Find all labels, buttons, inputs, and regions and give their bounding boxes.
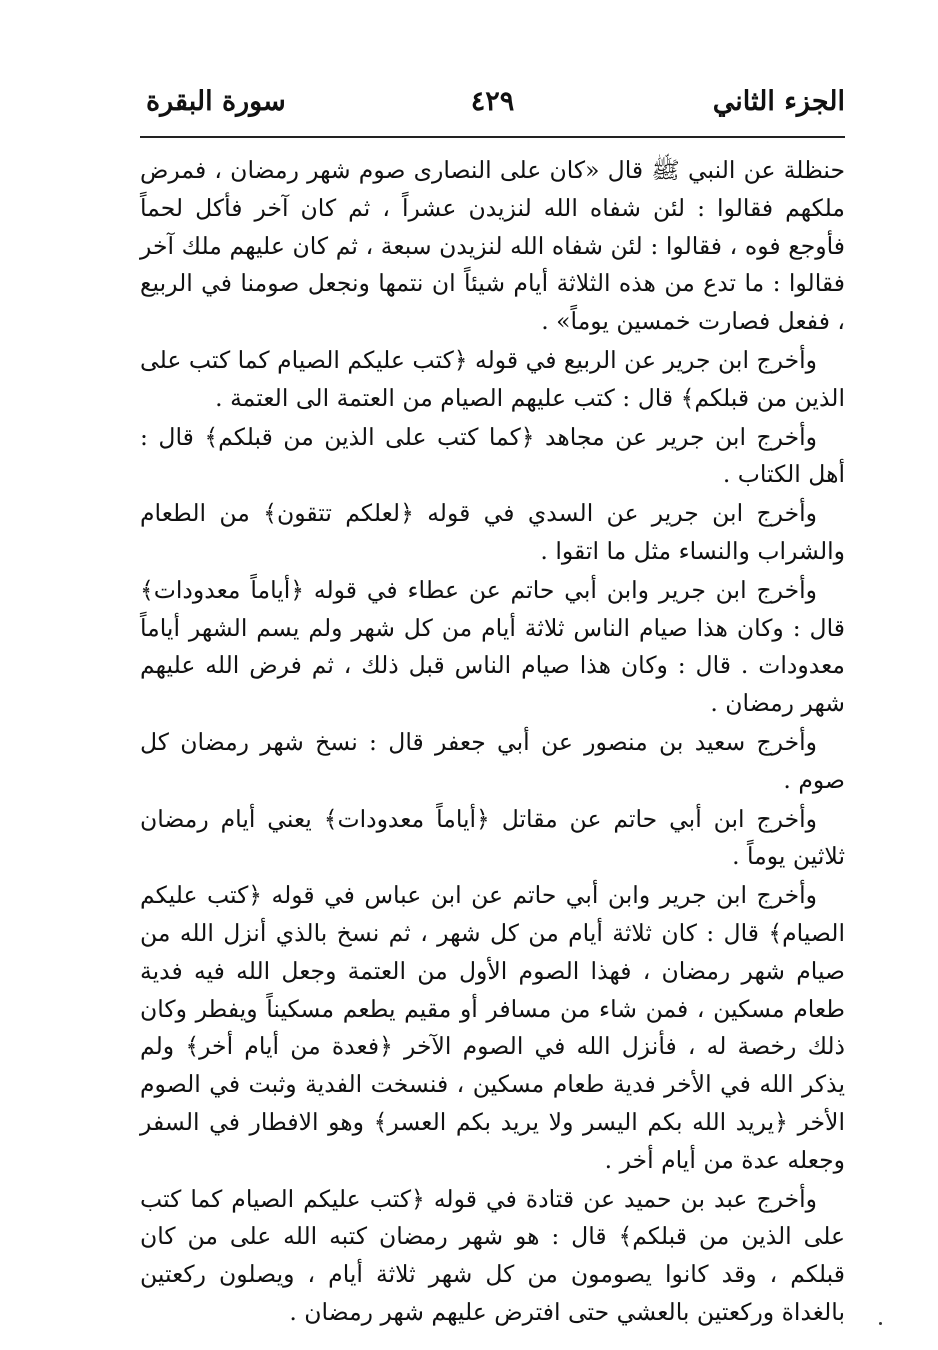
paragraph: حنظلة عن النبي ﷺ قال «كان على النصارى صوم شهر رمضان ، فمرض ملكهم فقالوا : لئن شفاه الله لنزيدن عشراً ، ثم كان آخر فأكل لحماً فأوجع فوه ، فقالوا : لئن شفاه الله لنزيدن سبعة ، ثم كان عليهم ملك آخر فقالوا : ما تدع من هذه الثلاثة أيام شيئاً ان نتمها ونجعل صومنا في الربيع ، ففعل فصارت خمسين يوماً» . — [140, 156, 845, 336]
paragraph: وأخرج ابن جرير وابن أبي حاتم عن عطاء في قوله ﴿أياماً معدودات﴾ قال : وكان هذا صيام الناس ثلاثة أيام من كل شهر ولم يسم الشهر أياماً معدودات . قال : وكان هذا صيام الناس قبل ذلك ، ثم فرض الله عليهم شهر رمضان . — [140, 575, 845, 718]
surah-title: سورة البقرة — [146, 86, 286, 117]
book-page — [140, 78, 845, 1332]
header-rule — [140, 136, 845, 138]
part-title: الجزء الثاني — [712, 86, 845, 117]
paragraph: وأخرج ابن أبي حاتم عن مقاتل ﴿أياماً معدودات﴾ يعني أيام رمضان ثلاثين يوماً . — [140, 804, 845, 871]
paragraph: وأخرج عبد بن حميد عن قتادة في قوله ﴿كتب عليكم الصيام كما كتب على الذين من قبلكم﴾ قال : هو شهر رمضان كتبه الله على من كان قبلكم ، وقد كانوا يصومون من كل شهر ثلاثة أيام ، ويصلون ركعتين بالغداة وركعتين بالعشي حتى افترض عليهم شهر رمضان . — [140, 1184, 845, 1326]
paragraph: وأخرج ابن جرير وابن أبي حاتم عن ابن عباس في قوله ﴿كتب عليكم الصيام﴾ قال : كان ثلاثة أيام من كل شهر ، ثم نسخ بالذي أنزل الله من صيام شهر رمضان ، فهذا الصوم الأول من العتمة وجعل الله فيه فدية طعام مسكين ، فمن شاء من مسافر أو مقيم يطعم مسكيناً ويفطر وكان ذلك رخصة له ، فأنزل الله في الصوم الآخر ﴿فعدة من أيام أخر﴾ ولم يذكر الله في الأخر فدية طعام مسكين ، فنسخت الفدية وثبت في الصوم الأخر ﴿يريد الله بكم اليسر ولا يريد بكم العسر﴾ وهو الافطار في السفر وجعله عدة من أيام أخر . — [140, 881, 845, 1174]
page-body — [140, 152, 845, 1332]
paragraph: وأخرج سعيد بن منصور عن أبي جعفر قال : نسخ شهر رمضان كل صوم . — [140, 727, 845, 794]
paragraph: وأخرج ابن جرير عن مجاهد ﴿كما كتب على الذين من قبلكم﴾ قال : أهل الكتاب . — [140, 422, 845, 489]
paragraph: وأخرج ابن جرير عن السدي في قوله ﴿لعلكم تتقون﴾ من الطعام والشراب والنساء مثل ما اتقوا . — [140, 499, 845, 565]
running-header — [140, 78, 845, 126]
scan-speck — [879, 1322, 882, 1325]
paragraph: وأخرج ابن جرير عن الربيع في قوله ﴿كتب عليكم الصيام كما كتب على الذين من قبلكم﴾ قال : كتب عليهم الصيام من العتمة الى العتمة . — [140, 345, 845, 412]
page-number: ٤٢٩ — [470, 86, 515, 117]
